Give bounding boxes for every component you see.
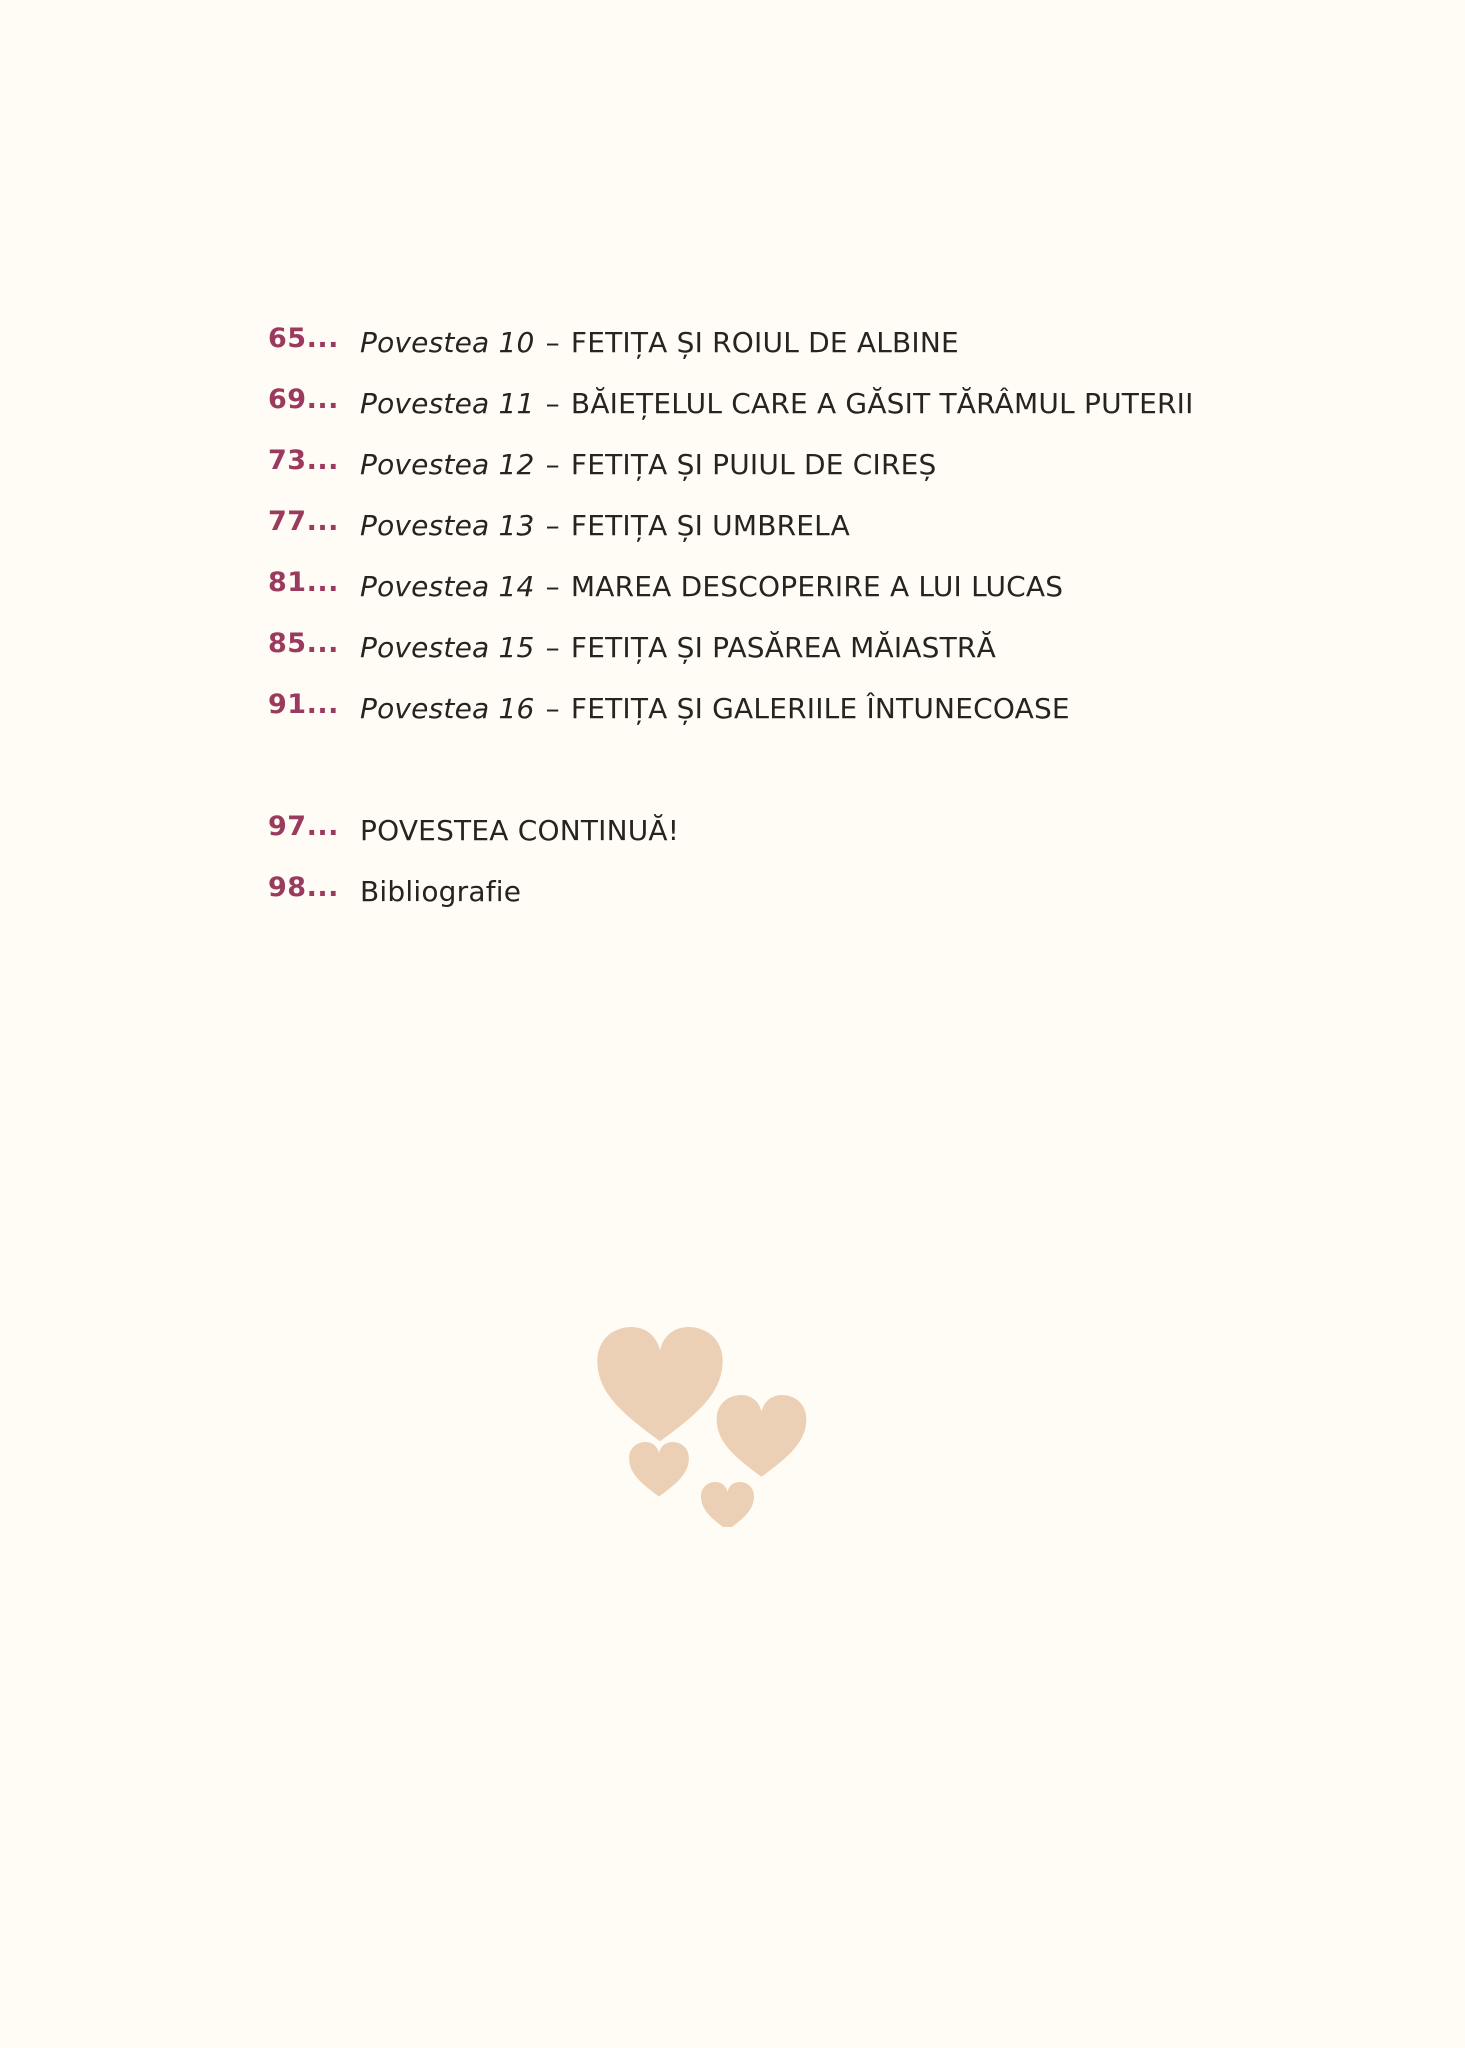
entry-text: [360, 326, 959, 359]
page-number: 73...: [268, 445, 339, 476]
entry-text: [360, 692, 1070, 725]
small-heart-icon: [629, 1442, 689, 1497]
page-number: 98...: [268, 872, 339, 903]
medium-heart-icon: [717, 1395, 807, 1477]
separator: –: [536, 448, 569, 481]
story-title: FETIȚA ȘI ROIUL DE ALBINE: [570, 326, 959, 359]
story-title: MAREA DESCOPERIRE A LUI LUCAS: [570, 570, 1064, 603]
toc-entry-bibliography[interactable]: [268, 872, 1368, 936]
page-number: 81...: [268, 567, 339, 598]
story-title: FETIȚA ȘI GALERIILE ÎNTUNECOASE: [570, 692, 1070, 725]
separator: –: [536, 509, 569, 542]
page-number: 69...: [268, 384, 339, 415]
story-number: Povestea 14: [360, 570, 535, 603]
toc-entry-continuation[interactable]: [268, 811, 1368, 875]
entry-title: Bibliografie: [360, 875, 522, 908]
separator: –: [536, 387, 569, 420]
story-title: FETIȚA ȘI PASĂREA MĂIASTRĂ: [570, 631, 996, 664]
page-number: 97...: [268, 811, 339, 842]
toc-entry[interactable]: [268, 506, 1368, 570]
separator: –: [536, 631, 569, 664]
story-number: Povestea 15: [360, 631, 535, 664]
story-title: FETIȚA ȘI PUIUL DE CIREȘ: [570, 448, 937, 481]
table-of-contents: [268, 323, 1368, 936]
entry-text: [360, 509, 850, 542]
story-number: Povestea 11: [360, 387, 535, 420]
entry-text: [360, 570, 1063, 603]
tiny-heart-icon: [701, 1482, 754, 1527]
page-number: 91...: [268, 689, 339, 720]
page-number: 85...: [268, 628, 339, 659]
story-title: FETIȚA ȘI UMBRELA: [570, 509, 850, 542]
toc-entry[interactable]: [268, 323, 1368, 387]
story-number: Povestea 12: [360, 448, 535, 481]
large-heart-icon: [597, 1327, 722, 1441]
toc-entry[interactable]: [268, 689, 1368, 753]
story-number: Povestea 16: [360, 692, 535, 725]
entry-text: [360, 387, 1194, 420]
section-gap: [268, 753, 1368, 814]
entry-title: POVESTEA CONTINUĂ!: [360, 814, 680, 847]
toc-entry[interactable]: [268, 628, 1368, 692]
hearts-icon: [590, 1322, 820, 1527]
page-number: 77...: [268, 506, 339, 537]
separator: –: [536, 570, 569, 603]
separator: –: [536, 692, 569, 725]
page-number: 65...: [268, 323, 339, 354]
toc-entry[interactable]: [268, 384, 1368, 448]
story-number: Povestea 13: [360, 509, 535, 542]
separator: –: [536, 326, 569, 359]
entry-text: [360, 631, 996, 664]
entry-text: [360, 448, 936, 481]
toc-entry[interactable]: [268, 445, 1368, 509]
story-number: Povestea 10: [360, 326, 535, 359]
story-title: BĂIEȚELUL CARE A GĂSIT TĂRÂMUL PUTERII: [570, 387, 1194, 420]
toc-entry[interactable]: [268, 567, 1368, 631]
